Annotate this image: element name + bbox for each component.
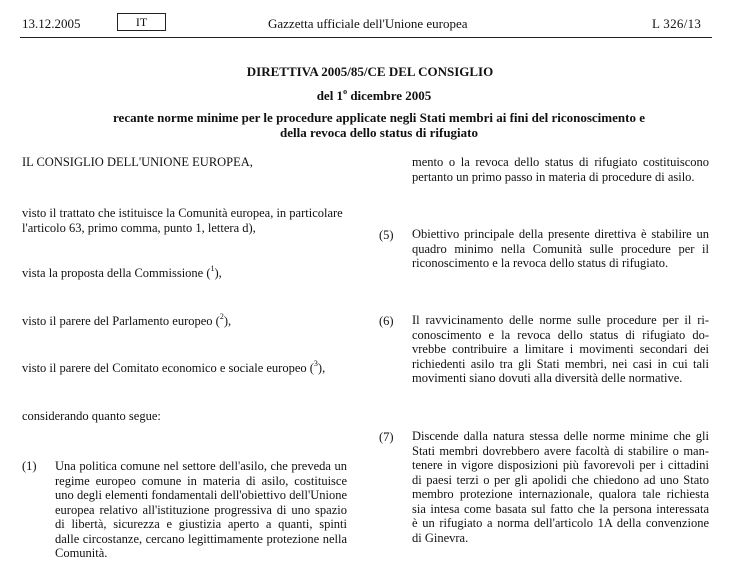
page-header xyxy=(0,0,730,38)
recital-4-continuation: mento o la revoca dello status di rifugiato costituiscono pertanto un primo passo in materia di procedure di asilo. xyxy=(412,155,709,184)
recital-number-7: (7) xyxy=(379,430,394,444)
citation-commission: vista la proposta della Commissione ($^1$), xyxy=(22,263,222,280)
footnote-ref-3: 3 xyxy=(313,358,318,368)
directive-title: DIRETTIVA 2005/85/CE DEL CONSIGLIO xyxy=(246,64,494,79)
citation-parliament: visto il parere del Parlamento europeo ($^2$), xyxy=(22,311,232,328)
footnote-ref-1: 1 xyxy=(210,263,215,273)
recital-1-text: Una politica comune nel settore dell'asilo, che preveda un regime europeo comune in materia di asilo, costituisce uno degli elementi fondamentali dell'obiettivo dell'Unione europea relativo all'istituzione progressiva di uno spazio di libertà, sicurezza e giustizia aperto a quanti, spinti dalle circostanze, cercano legittimamente protezione nella Comunità. xyxy=(55,459,347,560)
header-divider xyxy=(20,37,712,38)
recital-5-text: Obiettivo principale della presente direttiva è stabilire un quadro minimo nella Comunità sulle procedure per il riconoscimento e la revoca dello status di rifugiato. xyxy=(412,227,709,270)
citation-treaty: visto il trattato che istituisce la Comunità europea, in particolare l'articolo 63, primo comma, punto 1, lettera d), xyxy=(22,206,343,235)
recital-number-6: (6) xyxy=(379,314,394,328)
council-heading: IL CONSIGLIO DELL'UNIONE EUROPEA, xyxy=(22,155,253,169)
considering-heading: considerando quanto segue: xyxy=(22,409,161,423)
directive-subject-line-2: della revoca dello status di rifugiato xyxy=(279,125,478,140)
recital-6-text: Il ravvicinamento delle norme sulle procedure per il ri- conoscimento e la revoca dello status di rifugiato do- vrebbe contribuire a limitare i movimenti secondari dei richiedenti asilo tra gli Stati membri, nei casi in cui tali movimenti siano dovuti alla diversità delle normative. xyxy=(412,313,709,385)
recital-number-5: (5) xyxy=(379,228,394,242)
directive-subject-line-1: recante norme minime per le procedure applicate negli Stati membri ai fini del riconoscimento e xyxy=(113,110,645,125)
citation-committee: visto il parere del Comitato economico e sociale europeo ($^3$), xyxy=(22,358,326,375)
journal-title: Gazzetta ufficiale dell'Unione europea xyxy=(268,16,468,31)
directive-date: del 1$^o$ dicembre 2005 xyxy=(316,86,432,103)
recital-number-1: (1) xyxy=(22,459,37,473)
recital-7-text: Discende dalla natura stessa delle norme minime che gli Stati membri dovrebbero avere facoltà di stabilire o man- tenere in vigore disposizioni più favorevoli per i cittadini di paesi terzi o per gli apolidi che chiedono ad uno Stato membro protezione internazionale, qualora tale richiesta sia intesa come basata sul fatto che la persona interessata è un rifugiato a norma dell'articolo 1A della convenzione di Ginevra. xyxy=(412,429,709,545)
footnote-ref-2: 2 xyxy=(219,311,224,321)
publication-date: 13.12.2005 xyxy=(22,16,81,31)
language-badge: IT xyxy=(117,13,166,31)
page-reference: L 326/13 xyxy=(652,16,702,31)
